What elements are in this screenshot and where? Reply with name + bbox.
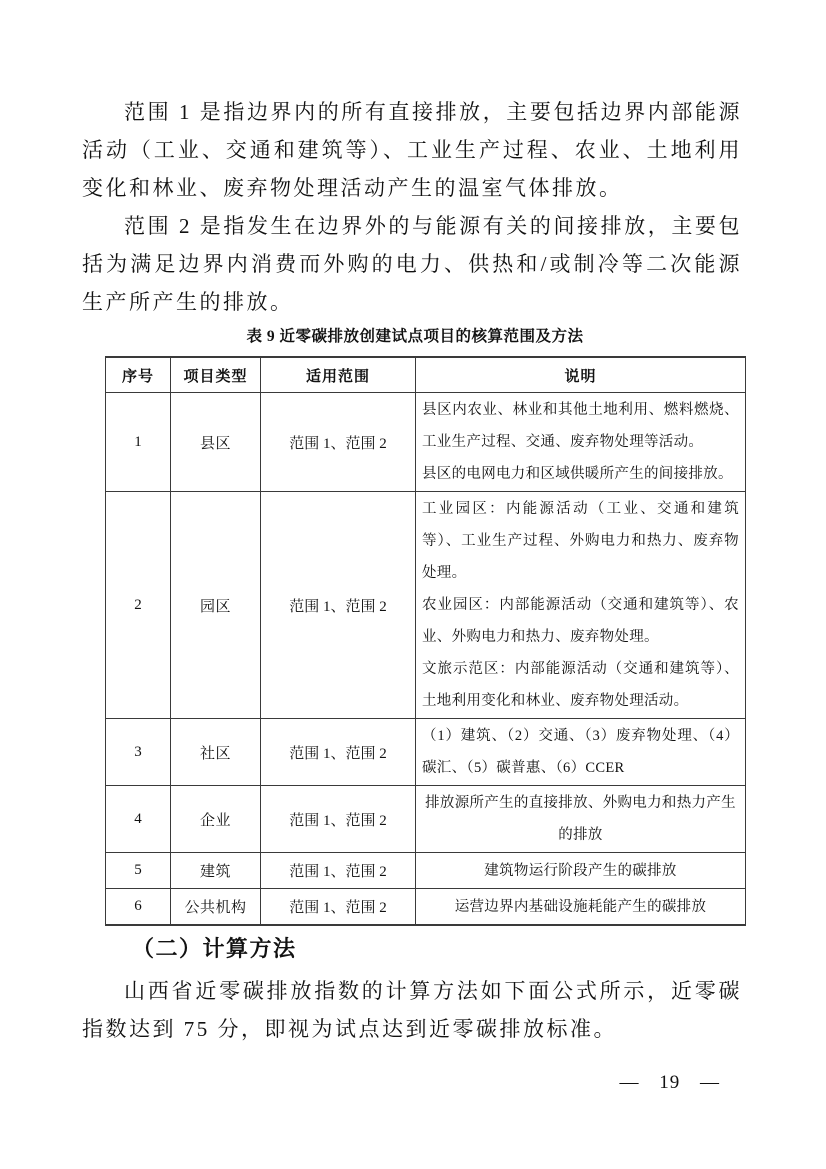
cell-description [416, 853, 746, 889]
header-cell-scope: 适用范围 [261, 357, 416, 393]
cell-type: 企业 [171, 786, 261, 853]
header-cell-type: 项目类型 [171, 357, 261, 393]
cell-no: 2 [106, 492, 171, 719]
table-row [106, 786, 746, 853]
description-paragraph: 工业园区：内能源活动（工业、交通和建筑等）、工业生产过程、外购电力和热力、废弃物处理。 [422, 501, 739, 581]
cell-description [416, 719, 746, 786]
cell-type: 建筑 [171, 853, 261, 889]
cell-scope: 范围 1、范围 2 [261, 719, 416, 786]
cell-type: 公共机构 [171, 889, 261, 926]
cell-no: 4 [106, 786, 171, 853]
description-paragraph: 建筑物运行阶段产生的碳排放 [484, 862, 677, 879]
description-paragraph: 运营边界内基础设施耗能产生的碳排放 [454, 898, 707, 915]
cell-description [416, 889, 746, 926]
header-cell-no: 序号 [106, 357, 171, 393]
paragraph-scope1: 范围 1 是指边界内的所有直接排放，主要包括边界内部能源活动（工业、交通和建筑等）、工业生产过程、农业、土地利用变化和林业、废弃物处理活动产生的温室气体排放。 [82, 100, 742, 200]
table-row [106, 492, 746, 719]
cell-no: 1 [106, 393, 171, 492]
table-row [106, 889, 746, 926]
section-heading-calculation-method: （二）计算方法 [132, 936, 297, 961]
description-paragraph: 县区内农业、林业和其他土地利用、燃料燃烧、工业生产过程、交通、废弃物处理等活动。 [422, 402, 739, 450]
page-number: — 19 — [619, 1072, 720, 1093]
cell-scope: 范围 1、范围 2 [261, 393, 416, 492]
cell-type: 园区 [171, 492, 261, 719]
cell-no: 5 [106, 853, 171, 889]
description-paragraph: （1）建筑、（2）交通、（3）废弃物处理、（4）碳汇、（5）碳普惠、（6）CCER [422, 728, 739, 776]
table-header-row [106, 357, 746, 393]
cell-description [416, 786, 746, 853]
description-paragraph: 排放源所产生的直接排放、外购电力和热力产生的排放 [425, 795, 736, 843]
table-row [106, 853, 746, 889]
paragraph-calculation-method: 山西省近零碳排放指数的计算方法如下面公式所示，近零碳指数达到 75 分，即视为试点达到近零碳排放标准。 [82, 979, 742, 1041]
cell-no: 3 [106, 719, 171, 786]
description-paragraph: 农业园区：内部能源活动（交通和建筑等）、农业、外购电力和热力、废弃物处理。 [422, 597, 739, 645]
page-content [82, 93, 742, 1048]
cell-type: 社区 [171, 719, 261, 786]
table-row [106, 393, 746, 492]
description-paragraph: 县区的电网电力和区域供暖所产生的间接排放。 [422, 466, 733, 482]
paragraph-scope2: 范围 2 是指发生在边界外的与能源有关的间接排放，主要包括为满足边界内消费而外购的电力、供热和/或制冷等二次能源生产所产生的排放。 [82, 214, 742, 314]
cell-type: 县区 [171, 393, 261, 492]
cell-scope: 范围 1、范围 2 [261, 853, 416, 889]
cell-scope: 范围 1、范围 2 [261, 786, 416, 853]
accounting-scope-table [105, 356, 746, 926]
cell-description [416, 393, 746, 492]
cell-scope: 范围 1、范围 2 [261, 492, 416, 719]
cell-no: 6 [106, 889, 171, 926]
cell-scope: 范围 1、范围 2 [261, 889, 416, 926]
table-header [106, 357, 746, 393]
table-row [106, 719, 746, 786]
description-paragraph: 文旅示范区：内部能源活动（交通和建筑等）、土地利用变化和林业、废弃物处理活动。 [422, 661, 739, 709]
cell-description [416, 492, 746, 719]
header-cell-remarks: 说明 [416, 357, 746, 393]
table-caption: 表 9 近零碳排放创建试点项目的核算范围及方法 [246, 328, 584, 345]
